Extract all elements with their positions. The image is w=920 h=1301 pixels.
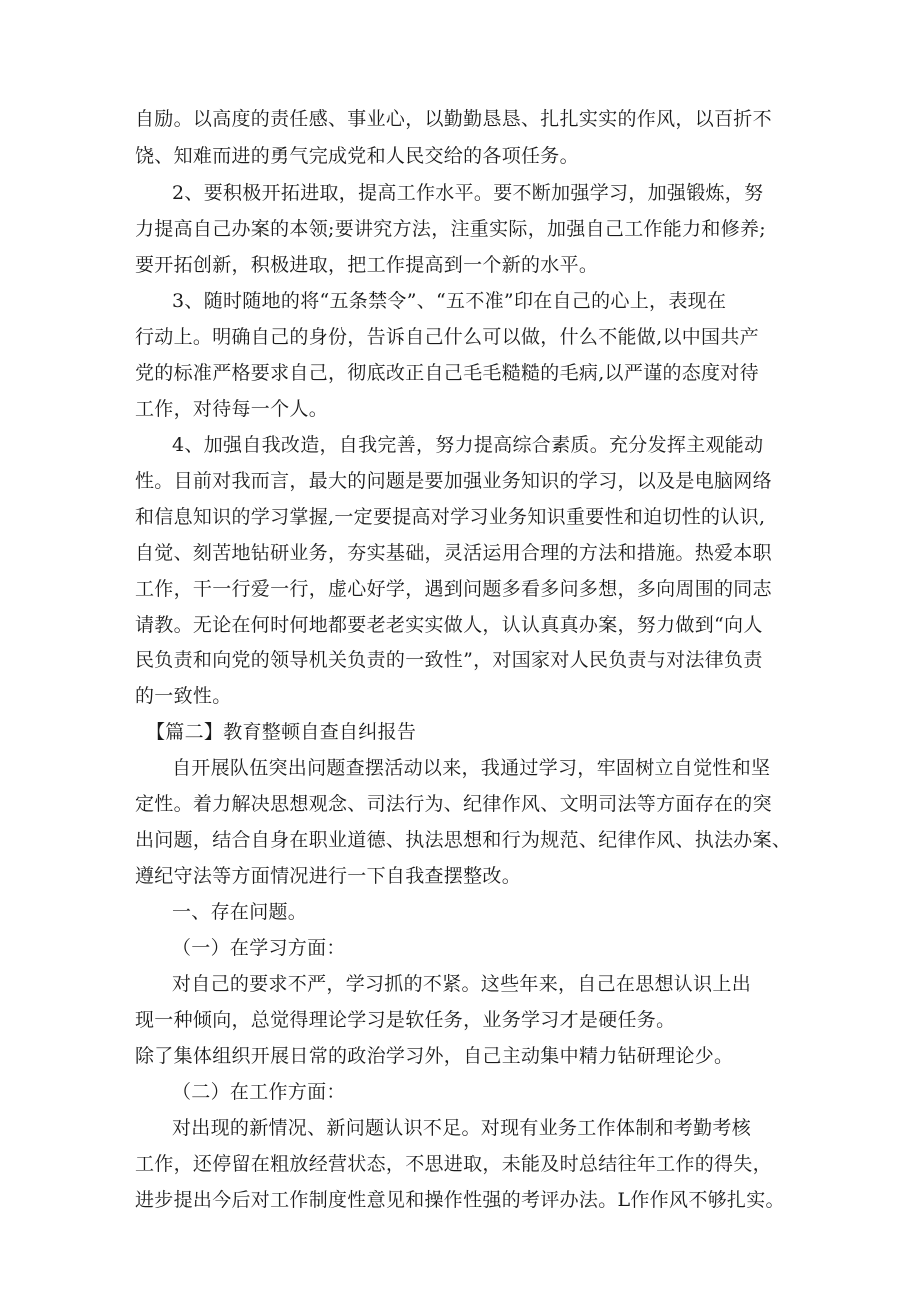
text-line: 定性。着力解决思想观念、司法行为、纪律作风、文明司法等方面存在的突 xyxy=(135,793,772,815)
text-line: 3、随时随地的将“五条禁令”、“五不准”印在自己的心上，表现在 xyxy=(172,290,727,312)
text-line: 行动上。明确自己的身份，告诉自己什么可以做，什么不能做,以中国共产 xyxy=(135,326,759,348)
section-heading: 【篇二】教育整顿自查自纠报告 xyxy=(146,721,417,743)
text-line: 饶、知难而进的勇气完成党和人民交给的各项任务。 xyxy=(135,145,579,167)
text-line: 力提高自己办案的本领;要讲究方法，注重实际，加强自己工作能力和修养; xyxy=(135,218,767,240)
text-line: 进步提出今后对工作制度性意见和操作性强的考评办法。L作作风不够扎实。 xyxy=(135,1189,785,1211)
text-line: 工作，对待每一个人。 xyxy=(135,398,329,420)
text-line: 和信息知识的学习掌握,一定要提高对学习业务知识重要性和迫切性的认识, xyxy=(135,506,766,528)
text-line: 民负责和向党的领导机关负责的一致性”，对国家对人民负责与对法律负责 xyxy=(135,649,763,671)
text-line: 现一种倾向，总觉得理论学习是软任务，业务学习才是硬任务。 xyxy=(135,1009,676,1031)
text-line: 工作，干一行爱一行，虚心好学，遇到问题多看多问多想，多向周围的同志 xyxy=(135,578,772,600)
text-line: 自励。以高度的责任感、事业心，以勤勤恳恳、扎扎实实的作风，以百折不 xyxy=(135,108,772,130)
text-line: 请教。无论在何时何地都要老老实实做人，认认真真办案，努力做到“向人 xyxy=(135,614,763,636)
text-line: 工作，还停留在粗放经营状态，不思进取，未能及时总结往年工作的得失， xyxy=(135,1153,772,1175)
text-line: 自觉、刻苦地钻研业务，夯实基础，灵活运用合理的方法和措施。热爱本职 xyxy=(135,542,772,564)
text-line: 遵纪守法等方面情况进行一下自我查摆整改。 xyxy=(135,865,522,887)
text-line: 4、加强自我改造，自我完善，努力提高综合素质。充分发挥主观能动 xyxy=(172,434,764,456)
text-line: 对出现的新情况、新问题认识不足。对现有业务工作体制和考勤考核 xyxy=(172,1117,752,1139)
text-line: 的一致性。 xyxy=(135,685,232,707)
text-line: 除了集体组织开展日常的政治学习外，自己主动集中精力钻研理论少。 xyxy=(135,1045,734,1067)
text-line: 自开展队伍突出问题查摆活动以来，我通过学习，牢固树立自觉性和坚 xyxy=(172,757,771,779)
text-line: 党的标准严格要求自己，彻底改正自己毛毛糙糙的毛病,以严谨的态度对待 xyxy=(135,362,759,384)
text-line: 性。目前对我而言，最大的问题是要加强业务知识的学习，以及是电脑网络 xyxy=(135,470,772,492)
text-line: 出问题，结合自身在职业道德、执法思想和行为规范、纪律作风、执法办案、 xyxy=(135,829,792,851)
text-line: 2、要积极开拓进取，提高工作水平。要不断加强学习，加强锻炼，努 xyxy=(172,182,764,204)
subheading: 一、存在问题。 xyxy=(172,901,308,923)
subheading: （二）在工作方面： xyxy=(172,1081,346,1103)
text-line: 要开拓创新，积极进取，把工作提高到一个新的水平。 xyxy=(135,254,599,276)
subheading: （一）在学习方面： xyxy=(172,937,346,959)
text-line: 对自己的要求不严，学习抓的不紧。这些年来，自己在思想认识上出 xyxy=(172,973,752,995)
